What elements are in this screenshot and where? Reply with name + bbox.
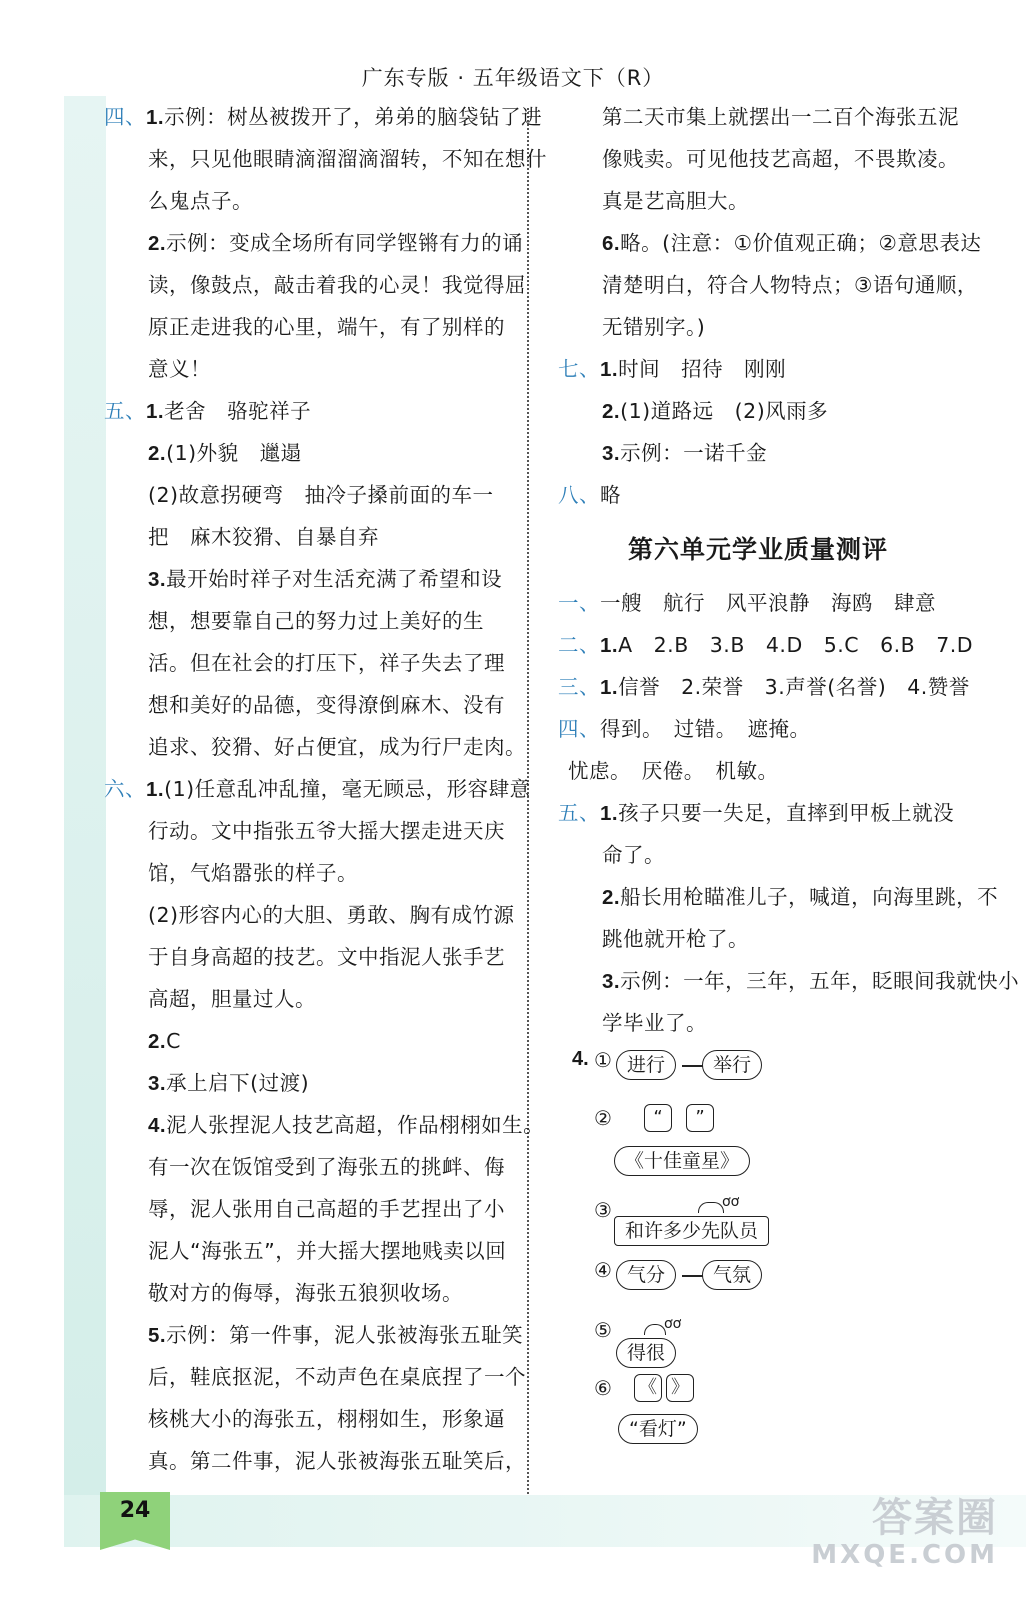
figure-delete-loop: ơơ [664, 1316, 682, 1332]
answer-text: 么鬼点子。 [148, 189, 253, 213]
question-number: 2. [148, 232, 167, 255]
text-line [104, 1314, 524, 1356]
answer-text: (1)外貌 邋遢 [166, 441, 302, 465]
figure-mark: ⑥ [594, 1376, 612, 1400]
question-number: 1. [146, 778, 165, 801]
answer-text: 有一次在饭馆受到了海张五的挑衅、侮 [148, 1155, 505, 1179]
right-column-top [558, 96, 982, 516]
text-line [558, 264, 978, 306]
figure-text: “看灯” [618, 1414, 698, 1444]
text-line [558, 708, 958, 750]
text-line [104, 432, 508, 474]
left-decor-bar [64, 96, 106, 1500]
answer-text: 第二天市集上就摆出一二百个海张五泥 [602, 105, 959, 129]
answer-text: 示例：一诺千金 [620, 441, 768, 465]
text-line [104, 600, 508, 642]
answer-text: 船长用枪瞄准儿子，喊道，向海里跳，不 [620, 885, 999, 909]
text-line [558, 306, 958, 348]
question-number: 1. [600, 358, 619, 381]
text-line [558, 138, 958, 180]
question-number: 3. [602, 970, 621, 993]
text-line [558, 624, 974, 666]
answer-text: 追求、狡猾、好占便宜，成为行尸走肉。 [148, 735, 526, 759]
answer-text: 原正走进我的心里，端午，有了别样的 [148, 315, 505, 339]
right-column-bottom [558, 582, 1020, 1044]
text-line [104, 1104, 545, 1146]
section-marker: 一、 [558, 591, 600, 615]
section-marker: 四、 [104, 105, 146, 129]
answer-text: 泥人张捏泥人技艺高超，作品栩栩如生。 [166, 1113, 545, 1137]
answer-text: 想，想要靠自己的努力过上美好的生 [148, 609, 484, 633]
answer-text: 忧虑。 厌倦。 机敏。 [568, 759, 779, 783]
figure-mark: ④ [594, 1258, 612, 1282]
question-number: 1. [146, 106, 165, 129]
question-number: 2. [148, 442, 167, 465]
figure-row-4 [558, 1254, 958, 1314]
watermark-logo [811, 1495, 998, 1570]
figure-text: 和许多少先队员 [614, 1216, 769, 1246]
text-line [104, 936, 508, 978]
answer-text: 把 麻木狡猾、自暴自弃 [148, 525, 379, 549]
text-line [558, 918, 958, 960]
figure-delete-loop: ơơ [722, 1194, 740, 1210]
text-line [104, 516, 508, 558]
answer-text: 时间 招待 刚刚 [618, 357, 787, 381]
question-number: 3. [602, 442, 621, 465]
text-line [558, 432, 958, 474]
text-line [104, 810, 508, 852]
text-line [104, 978, 508, 1020]
question-number: 1. [600, 676, 619, 699]
answer-text: 核桃大小的海张五，栩栩如生，形象逼 [148, 1407, 505, 1431]
answer-text: 略。(注意：①价值观正确；②意思表达 [620, 231, 982, 255]
text-line [104, 1188, 508, 1230]
answer-text: 承上启下(过渡) [166, 1071, 310, 1095]
answer-text: 意义！ [148, 357, 211, 381]
figure-mark: ② [594, 1106, 612, 1130]
answer-text: C [166, 1029, 181, 1053]
answer-text: 示例：第一件事，泥人张被海张五耻笑 [166, 1323, 524, 1347]
question-number: 2. [602, 400, 621, 423]
answer-text: 孩子只要一失足，直摔到甲板上就没 [618, 801, 955, 825]
text-line [104, 138, 547, 180]
answer-text: 真是艺高胆大。 [602, 189, 749, 213]
question-number: 2. [602, 886, 621, 909]
answer-text: 辱，泥人张用自己高超的手艺捏出了小 [148, 1197, 505, 1221]
answer-text: 活。但在社会的打压下，祥子失去了理 [148, 651, 505, 675]
text-line [104, 642, 508, 684]
text-line [104, 1146, 508, 1188]
text-line [104, 1440, 526, 1482]
answer-text: (1)任意乱冲乱撞，毫无顾忌，形容肆意 [164, 777, 531, 801]
answer-text: 读，像鼓点，敲击着我的心灵！我觉得屈 [148, 273, 526, 297]
answer-text: 清楚明白，符合人物特点；③语句通顺， [602, 273, 978, 297]
figure-text: 《十佳童星》 [614, 1146, 750, 1176]
figure-quote-open: “ [644, 1104, 672, 1132]
answer-text: (2)故意拐硬弯 抽冷子搡前面的车一 [148, 483, 494, 507]
right-column [558, 96, 1020, 1464]
text-line [558, 222, 982, 264]
figure-mark: ① [594, 1048, 612, 1072]
figure-mark: ⑤ [594, 1318, 612, 1342]
text-line [104, 1272, 508, 1314]
text-line [558, 876, 999, 918]
answer-text: 得到。 过错。 遮掩。 [600, 717, 811, 741]
figure-bracket-close: 》 [666, 1374, 694, 1402]
text-line [104, 306, 508, 348]
text-line [558, 834, 958, 876]
left-column [104, 96, 547, 1482]
answer-text: 最开始时祥子对生活充满了希望和设 [166, 567, 503, 591]
answer-text: 学毕业了。 [602, 1011, 707, 1035]
text-line [104, 726, 526, 768]
answer-text: 后，鞋底抠泥，不动声色在桌底捏了一个 [148, 1365, 526, 1389]
answer-text: A 2.B 3.B 4.D 5.C 6.B 7.D [618, 633, 974, 657]
figure-connector [682, 1065, 704, 1067]
text-line [104, 1398, 508, 1440]
section-marker: 三、 [558, 675, 600, 699]
question-number: 1. [600, 634, 619, 657]
answer-text: 无错别字。) [602, 315, 706, 339]
text-line [558, 180, 958, 222]
question-number: 1. [600, 802, 619, 825]
watermark-line1: 答案圈 [872, 1495, 998, 1541]
text-line [104, 1230, 508, 1272]
text-line [104, 768, 531, 810]
text-line [104, 894, 515, 936]
text-line [558, 960, 1020, 1002]
answer-text: 跳他就开枪了。 [602, 927, 749, 951]
figure-bracket-open: 《 [634, 1374, 662, 1402]
figure-insert-mark [698, 1202, 724, 1213]
answer-text: 一艘 航行 风平浪静 海鸥 肆意 [600, 591, 936, 615]
answer-text: 真。第二件事，泥人张被海张五耻笑后， [148, 1449, 526, 1473]
text-line [104, 684, 508, 726]
section-marker: 七、 [558, 357, 600, 381]
section-marker: 八、 [558, 483, 600, 507]
figure-row-3 [558, 1194, 958, 1254]
text-line [104, 1062, 508, 1104]
answer-text: 来，只见他眼睛滴溜溜滴溜转，不知在想什 [148, 147, 547, 171]
answer-text: 馆，气焰嚣张的样子。 [148, 861, 358, 885]
question-number: 2. [148, 1030, 167, 1053]
text-line [558, 390, 958, 432]
answer-text: 示例：树丛被拨开了，弟弟的脑袋钻了进 [164, 105, 543, 129]
text-line [558, 96, 958, 138]
section-marker: 五、 [558, 801, 600, 825]
text-line [104, 852, 508, 894]
figure-quote-close: ” [686, 1104, 714, 1132]
figure-word-a: 进行 [616, 1050, 676, 1080]
text-line [104, 1356, 526, 1398]
question-number: 4. [148, 1114, 167, 1137]
answer-text: 像贱卖。可见他技艺高超，不畏欺凌。 [602, 147, 959, 171]
figure-word-b: 举行 [702, 1050, 762, 1080]
answer-text: 命了。 [602, 843, 665, 867]
section-marker: 五、 [104, 399, 146, 423]
text-line [558, 474, 958, 516]
figure-row-5 [558, 1314, 958, 1374]
text-line [558, 666, 970, 708]
figure-row-2 [558, 1104, 958, 1194]
text-line [104, 180, 508, 222]
figure-text: 得很 [616, 1338, 676, 1368]
answer-text: 信誉 2.荣誉 3.声誉(名誉) 4.赞誉 [618, 675, 970, 699]
text-line [104, 222, 524, 264]
answer-text: 于自身高超的技艺。文中指泥人张手艺 [148, 945, 505, 969]
text-line [104, 558, 508, 600]
text-line [558, 750, 958, 792]
section-marker: 二、 [558, 633, 600, 657]
question-number: 1. [146, 400, 165, 423]
answer-text: 行动。文中指张五爷大摇大摆走进天庆 [148, 819, 505, 843]
page-header: 广东专版 · 五年级语文下（R） [361, 66, 665, 90]
answer-text: 泥人“海张五”，并大摇大摆地贱卖以回 [148, 1239, 507, 1263]
text-line [558, 792, 958, 834]
answer-text: 示例：一年，三年，五年，眨眼间我就快小 [620, 969, 1020, 993]
column-divider [527, 108, 529, 1498]
text-line [104, 390, 508, 432]
question-number: 6. [602, 232, 621, 255]
text-line [104, 474, 508, 516]
figure-mark: ③ [594, 1198, 612, 1222]
text-line [104, 348, 508, 390]
answer-text: (1)道路远 (2)风雨多 [620, 399, 829, 423]
figure-row-6 [558, 1374, 958, 1464]
question-number: 5. [148, 1324, 167, 1347]
section-title: 第六单元学业质量测评 [627, 535, 888, 564]
figure-word-a: 气分 [616, 1260, 676, 1290]
text-line [558, 1002, 958, 1044]
question-number: 3. [148, 568, 167, 591]
section-marker: 六、 [104, 777, 146, 801]
text-line [558, 348, 958, 390]
answer-text: (2)形容内心的大胆、勇敢、胸有成竹源 [148, 903, 515, 927]
text-line [104, 264, 526, 306]
answer-text: 老舍 骆驼祥子 [164, 399, 312, 423]
text-line [558, 582, 958, 624]
page-number: 24 [119, 1498, 151, 1523]
watermark-line2: MXQE.COM [811, 1540, 998, 1570]
revision-figure [558, 1044, 958, 1464]
answer-text: 敬对方的侮辱，海张五狼狈收场。 [148, 1281, 463, 1305]
figure-row-1 [558, 1044, 958, 1104]
text-line [104, 96, 543, 138]
answer-text: 想和美好的品德，变得潦倒麻木、没有 [148, 693, 505, 717]
figure-connector [682, 1275, 704, 1277]
answer-text: 示例：变成全场所有同学铿锵有力的诵 [166, 231, 524, 255]
figure-insert-mark [644, 1324, 666, 1335]
text-line [104, 1020, 508, 1062]
answer-text: 略 [600, 483, 621, 507]
figure-word-b: 气氛 [702, 1260, 762, 1290]
section-marker: 四、 [558, 717, 600, 741]
answer-text: 高超，胆量过人。 [148, 987, 316, 1011]
figure-label: 4. [572, 1048, 589, 1070]
question-number: 3. [148, 1072, 167, 1095]
